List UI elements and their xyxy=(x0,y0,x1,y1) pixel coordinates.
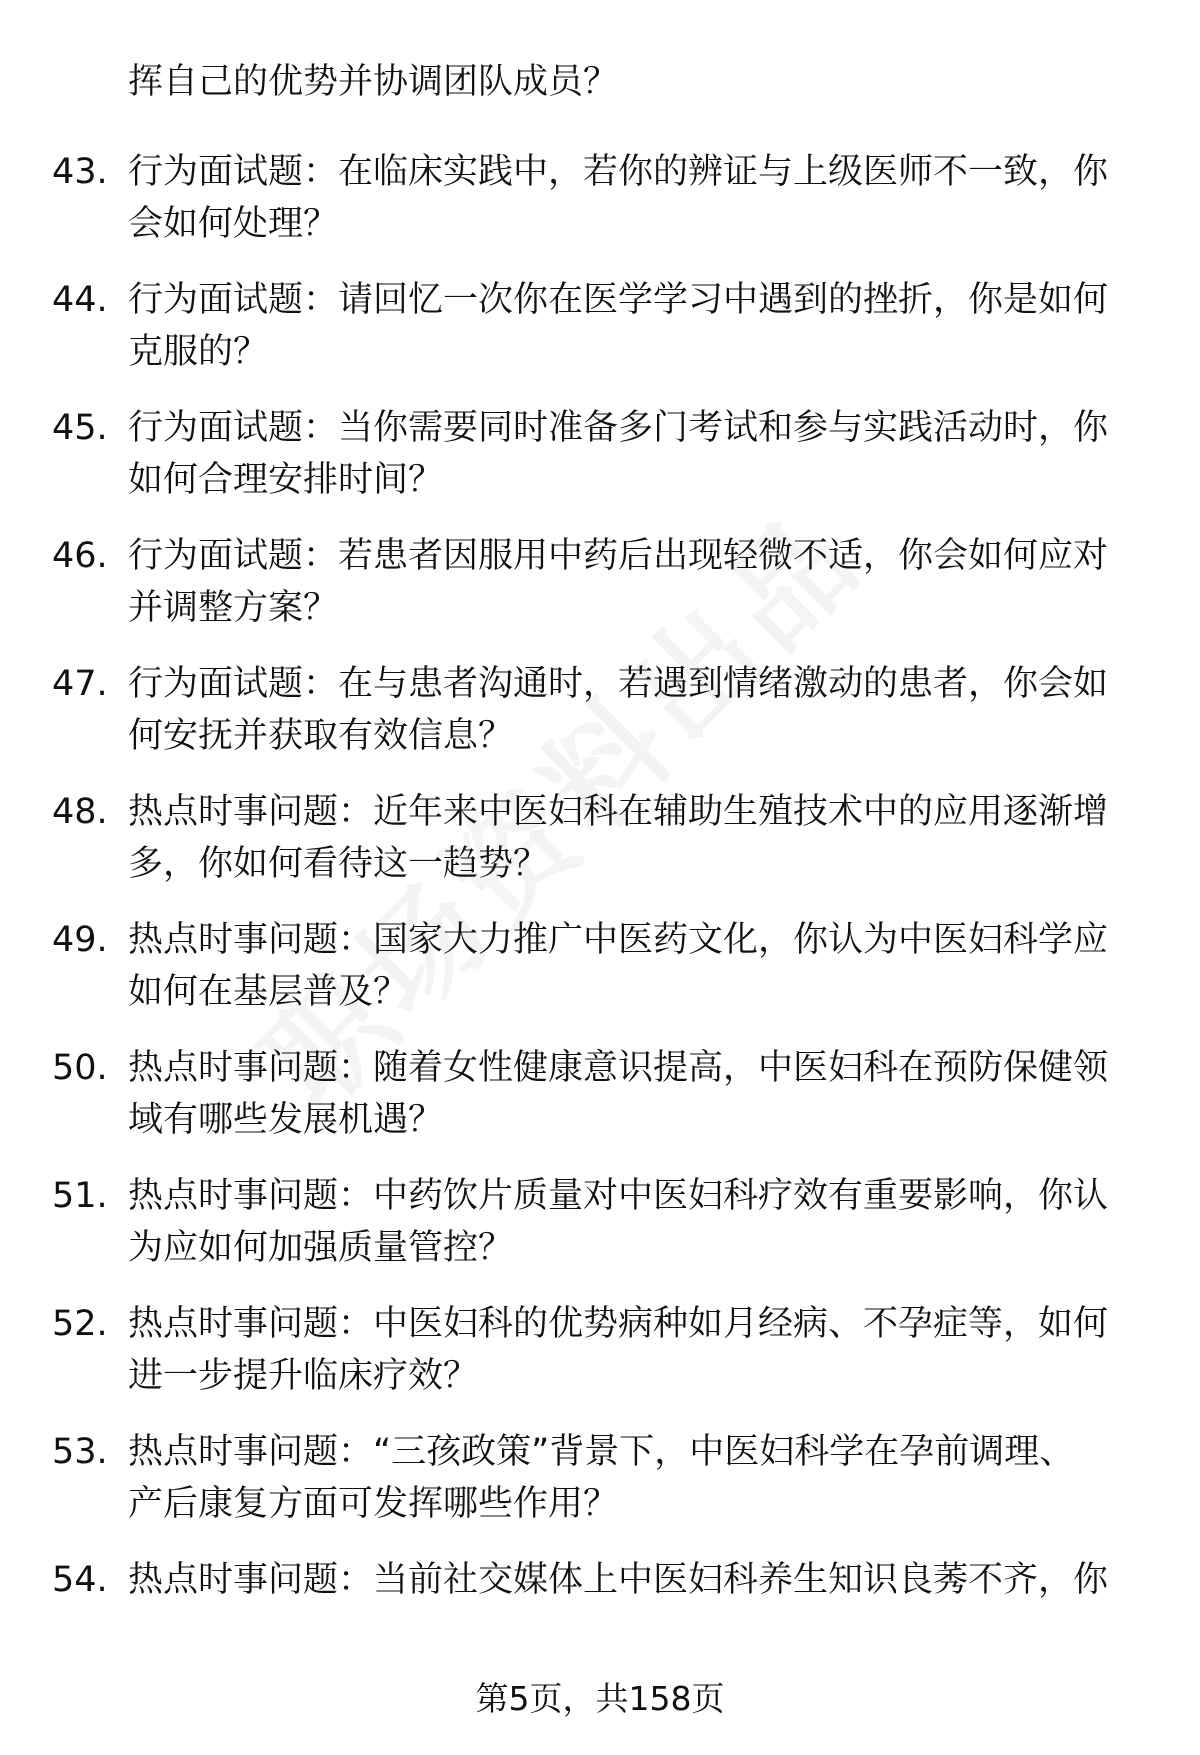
question-number: 45. xyxy=(52,408,108,448)
question-line: 何安抚并获取有效信息？ xyxy=(128,716,514,756)
question-text xyxy=(128,1298,1138,1402)
question-number: 50. xyxy=(52,1048,108,1088)
continuation-line: 挥自己的优势并协调团队成员？ xyxy=(128,62,619,102)
question-text xyxy=(128,530,1138,634)
question-line: 热点时事问题：当前社交媒体上中医妇科养生知识良莠不齐，你 xyxy=(128,1560,1109,1600)
question-line: 域有哪些发展机遇？ xyxy=(128,1100,444,1140)
question-number: 43. xyxy=(52,152,108,192)
question-line: 行为面试题：当你需要同时准备多门考试和参与实践活动时，你 xyxy=(128,408,1109,448)
question-line: 为应如何加强质量管控？ xyxy=(128,1228,514,1268)
question-number: 49. xyxy=(52,920,108,960)
question-number: 44. xyxy=(52,280,108,320)
question-item xyxy=(0,658,1200,786)
question-text xyxy=(128,274,1138,378)
question-text xyxy=(128,1426,1138,1530)
question-list xyxy=(0,146,1200,1682)
question-line: 行为面试题：在临床实践中，若你的辨证与上级医师不一致，你 xyxy=(128,152,1109,192)
question-number: 48. xyxy=(52,792,108,832)
question-line: 并调整方案？ xyxy=(128,588,339,628)
question-text xyxy=(128,914,1138,1018)
question-line: 如何在基层普及？ xyxy=(128,972,409,1012)
question-item xyxy=(0,1170,1200,1298)
question-item xyxy=(0,1554,1200,1682)
question-item xyxy=(0,786,1200,914)
question-item xyxy=(0,146,1200,274)
question-line: 热点时事问题：随着女性健康意识提高，中医妇科在预防保健领 xyxy=(128,1048,1109,1088)
question-text xyxy=(128,786,1138,890)
question-text xyxy=(128,402,1138,506)
question-item xyxy=(0,530,1200,658)
question-number: 54. xyxy=(52,1560,108,1600)
question-number: 53. xyxy=(52,1432,108,1472)
question-item xyxy=(0,1298,1200,1426)
question-number: 52. xyxy=(52,1304,108,1344)
question-line: 行为面试题：在与患者沟通时，若遇到情绪激动的患者，你会如 xyxy=(128,664,1109,704)
question-line: 行为面试题：若患者因服用中药后出现轻微不适，你会如何应对 xyxy=(128,536,1109,576)
question-number: 51. xyxy=(52,1176,108,1216)
question-line: 热点时事问题：国家大力推广中医药文化，你认为中医妇科学应 xyxy=(128,920,1109,960)
question-text xyxy=(128,1170,1138,1274)
question-line: 如何合理安排时间？ xyxy=(128,460,444,500)
question-number: 47. xyxy=(52,664,108,704)
question-text xyxy=(128,146,1138,250)
question-text xyxy=(128,658,1138,762)
question-line: 进一步提升临床疗效？ xyxy=(128,1356,479,1396)
question-item xyxy=(0,1426,1200,1554)
question-item xyxy=(0,274,1200,402)
question-line: 热点时事问题：“三孩政策”背景下，中医妇科学在孕前调理、 xyxy=(128,1432,1075,1472)
question-text xyxy=(128,1042,1138,1146)
question-text xyxy=(128,1554,1138,1606)
question-line: 行为面试题：请回忆一次你在医学学习中遇到的挫折，你是如何 xyxy=(128,280,1109,320)
question-line: 热点时事问题：中药饮片质量对中医妇科疗效有重要影响，你认 xyxy=(128,1176,1109,1216)
question-item xyxy=(0,1042,1200,1170)
question-line: 热点时事问题：中医妇科的优势病种如月经病、不孕症等，如何 xyxy=(128,1304,1109,1344)
question-line: 产后康复方面可发挥哪些作用？ xyxy=(128,1484,619,1524)
question-item xyxy=(0,402,1200,530)
question-line: 克服的？ xyxy=(128,332,269,372)
page-footer: 第5页，共158页 xyxy=(475,1679,725,1718)
question-line: 热点时事问题：近年来中医妇科在辅助生殖技术中的应用逐渐增 xyxy=(128,792,1109,832)
question-item xyxy=(0,914,1200,1042)
question-line: 会如何处理？ xyxy=(128,204,339,244)
question-line: 多，你如何看待这一趋势？ xyxy=(128,844,549,884)
question-number: 46. xyxy=(52,536,108,576)
